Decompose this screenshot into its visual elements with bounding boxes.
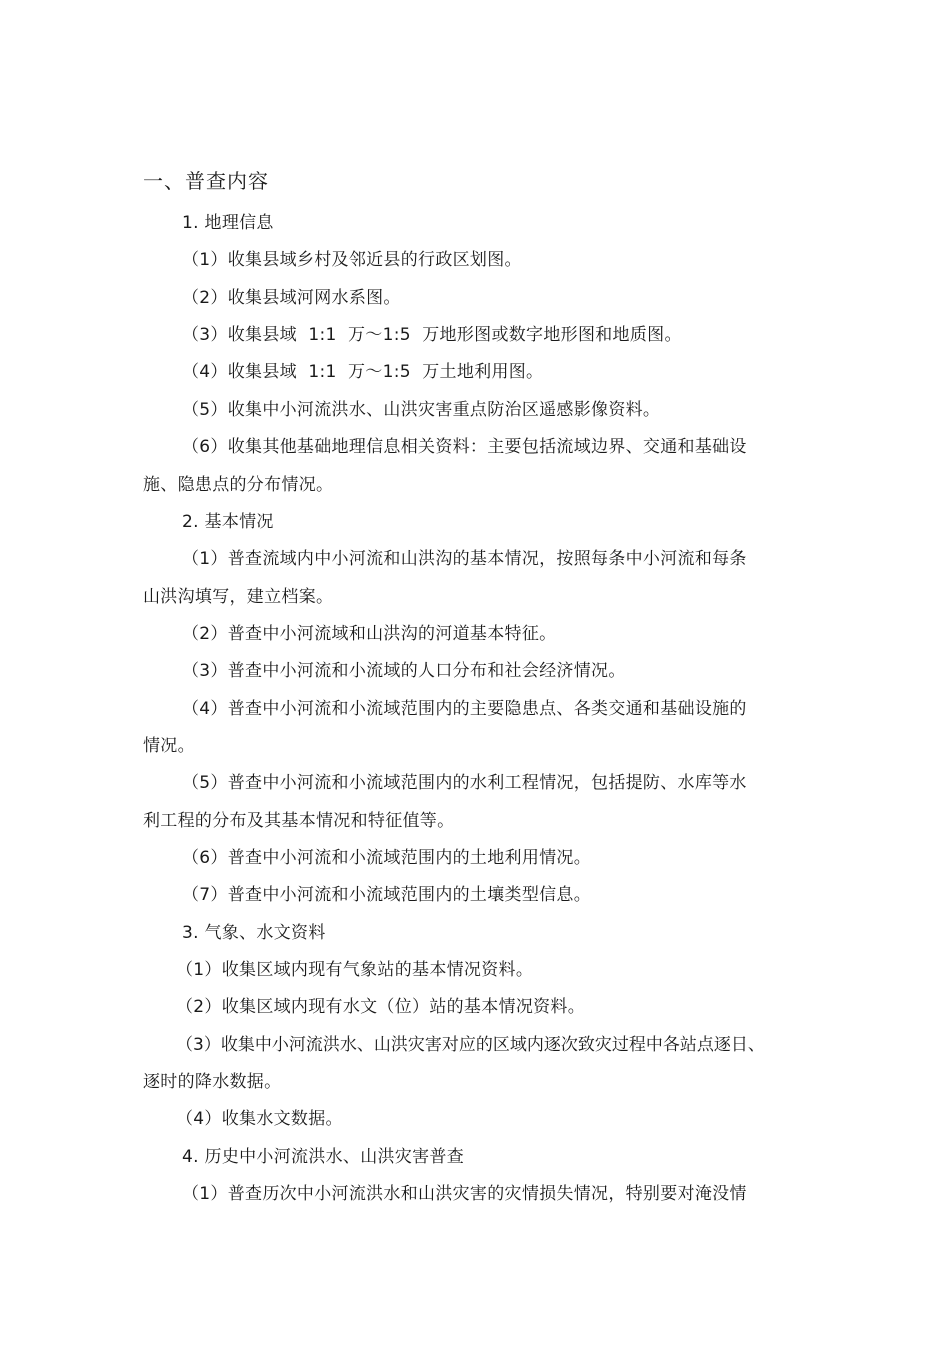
paragraph-line: （4）收集县域 1:1 万～1:5 万土地利用图。: [182, 362, 544, 382]
subsection-meteorology: 3. 气象、水文资料: [182, 923, 326, 943]
paragraph-continuation: 利工程的分布及其基本情况和特征值等。: [143, 811, 455, 831]
paragraph-line: （1）普查流域内中小河流和山洪沟的基本情况，按照每条中小河流和每条: [182, 549, 747, 569]
paragraph-continuation: 山洪沟填写，建立档案。: [143, 587, 334, 607]
paragraph-continuation: 情况。: [143, 736, 195, 756]
paragraph-line: （5）普查中小河流和小流域范围内的水利工程情况，包括提防、水库等水: [182, 773, 747, 793]
paragraph-line: （2）收集县域河网水系图。: [182, 288, 401, 308]
paragraph-line: （6）收集其他基础地理信息相关资料：主要包括流域边界、交通和基础设: [182, 437, 747, 457]
paragraph-line: （6）普查中小河流和小流域范围内的土地利用情况。: [182, 848, 592, 868]
paragraph-line: （1）收集区域内现有气象站的基本情况资料。: [176, 960, 534, 980]
section-heading: 一、普查内容: [143, 169, 269, 193]
paragraph-line: （4）普查中小河流和小流域范围内的主要隐患点、各类交通和基础设施的: [182, 699, 747, 719]
paragraph-line: （3）收集中小河流洪水、山洪灾害对应的区域内逐次致灾过程中各站点逐日、: [176, 1035, 765, 1055]
paragraph-line: （5）收集中小河流洪水、山洪灾害重点防治区遥感影像资料。: [182, 400, 661, 420]
paragraph-line: （3）普查中小河流和小流域的人口分布和社会经济情况。: [182, 661, 626, 681]
paragraph-continuation: 逐时的降水数据。: [143, 1072, 282, 1092]
subsection-history: 4. 历史中小河流洪水、山洪灾害普查: [182, 1147, 465, 1167]
paragraph-continuation: 施、隐患点的分布情况。: [143, 475, 334, 495]
subsection-geo-info: 1. 地理信息: [182, 213, 274, 233]
subsection-basic-info: 2. 基本情况: [182, 512, 274, 532]
paragraph-line: （1）普查历次中小河流洪水和山洪灾害的灾情损失情况，特别要对淹没情: [182, 1184, 747, 1204]
paragraph-line: （4）收集水文数据。: [176, 1109, 343, 1129]
paragraph-line: （7）普查中小河流和小流域范围内的土壤类型信息。: [182, 885, 592, 905]
paragraph-line: （2）收集区域内现有水文（位）站的基本情况资料。: [176, 997, 586, 1017]
paragraph-line: （2）普查中小河流域和山洪沟的河道基本特征。: [182, 624, 557, 644]
paragraph-line: （3）收集县域 1:1 万～1:5 万地形图或数字地形图和地质图。: [182, 325, 682, 345]
paragraph-line: （1）收集县域乡村及邻近县的行政区划图。: [182, 250, 522, 270]
